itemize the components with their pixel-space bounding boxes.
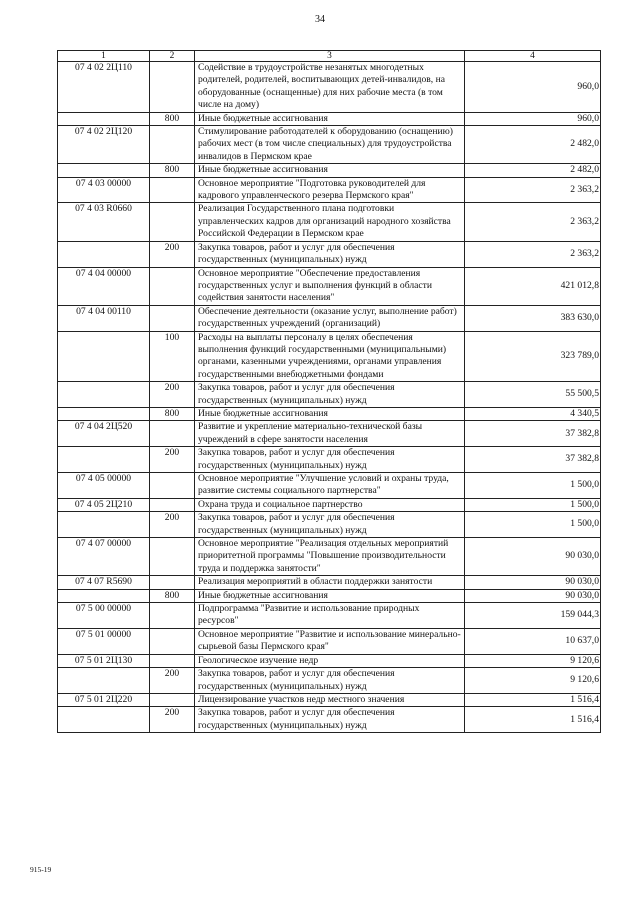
cell-code: 07 5 00 00000: [58, 603, 150, 629]
cell-expense-type: [150, 421, 195, 447]
table-row: [58, 331, 601, 382]
table-row: [58, 407, 601, 420]
cell-amount: 323 789,0: [465, 331, 601, 382]
cell-description: Иные бюджетные ассигнования: [195, 164, 465, 177]
table-row: [58, 589, 601, 602]
table-row: [58, 473, 601, 499]
table-row: [58, 62, 601, 113]
table-row: [58, 707, 601, 733]
cell-code: 07 5 01 2Ц130: [58, 654, 150, 667]
cell-code: [58, 112, 150, 125]
cell-description: Основное мероприятие "Обеспечение предоставления государственных услуг и выполнения функций в области содействия занятости населения": [195, 267, 465, 305]
cell-expense-type: 200: [150, 668, 195, 694]
cell-amount: 2 363,2: [465, 203, 601, 241]
cell-description: Расходы на выплаты персоналу в целях обеспечения выполнения функций государственными (муниципальными) органами, казенными учреждениями, органами управления государственными внебюджетными фондами: [195, 331, 465, 382]
cell-code: 07 5 01 00000: [58, 628, 150, 654]
cell-expense-type: 800: [150, 164, 195, 177]
cell-amount: 1 500,0: [465, 498, 601, 511]
cell-description: Иные бюджетные ассигнования: [195, 407, 465, 420]
cell-expense-type: 200: [150, 447, 195, 473]
budget-table: [57, 50, 601, 733]
cell-description: Закупка товаров, работ и услуг для обеспечения государственных (муниципальных) нужд: [195, 447, 465, 473]
header-col-3: 3: [195, 51, 465, 62]
cell-description: Обеспечение деятельности (оказание услуг, выполнение работ) государственных учреждений (организаций): [195, 305, 465, 331]
cell-description: Подпрограмма "Развитие и использование природных ресурсов": [195, 603, 465, 629]
table-row: [58, 693, 601, 706]
table-row: [58, 447, 601, 473]
cell-code: [58, 707, 150, 733]
cell-expense-type: 200: [150, 382, 195, 408]
table-row: [58, 164, 601, 177]
cell-amount: 960,0: [465, 62, 601, 113]
cell-description: Иные бюджетные ассигнования: [195, 589, 465, 602]
cell-expense-type: [150, 177, 195, 203]
table-header-row: [58, 51, 601, 62]
cell-code: [58, 589, 150, 602]
table-row: [58, 421, 601, 447]
page-number: 34: [315, 14, 325, 25]
cell-code: 07 4 07 00000: [58, 538, 150, 576]
cell-amount: 1 500,0: [465, 473, 601, 499]
cell-code: [58, 668, 150, 694]
cell-description: Основное мероприятие "Улучшение условий и охраны труда, развитие системы социального партнерства": [195, 473, 465, 499]
cell-amount: 37 382,8: [465, 421, 601, 447]
cell-code: [58, 382, 150, 408]
cell-amount: 2 482,0: [465, 126, 601, 164]
cell-expense-type: [150, 693, 195, 706]
cell-description: Развитие и укрепление материально-технической базы учреждений в сфере занятости населения: [195, 421, 465, 447]
cell-code: 07 4 04 00000: [58, 267, 150, 305]
cell-description: Иные бюджетные ассигнования: [195, 112, 465, 125]
cell-amount: 9 120,6: [465, 654, 601, 667]
cell-code: 07 5 01 2Ц220: [58, 693, 150, 706]
cell-code: 07 4 04 00110: [58, 305, 150, 331]
table-row: [58, 305, 601, 331]
cell-expense-type: [150, 576, 195, 589]
cell-code: [58, 241, 150, 267]
header-col-4: 4: [465, 51, 601, 62]
cell-amount: 55 500,5: [465, 382, 601, 408]
cell-description: Охрана труда и социальное партнерство: [195, 498, 465, 511]
cell-expense-type: [150, 267, 195, 305]
cell-description: Геологическое изучение недр: [195, 654, 465, 667]
table-row: [58, 512, 601, 538]
cell-code: [58, 512, 150, 538]
cell-amount: 90 030,0: [465, 589, 601, 602]
cell-description: Закупка товаров, работ и услуг для обеспечения государственных (муниципальных) нужд: [195, 668, 465, 694]
cell-expense-type: 100: [150, 331, 195, 382]
cell-code: [58, 447, 150, 473]
table-row: [58, 382, 601, 408]
cell-amount: 159 044,3: [465, 603, 601, 629]
cell-amount: 2 363,2: [465, 177, 601, 203]
table-row: [58, 654, 601, 667]
cell-description: Закупка товаров, работ и услуг для обеспечения государственных (муниципальных) нужд: [195, 382, 465, 408]
table-row: [58, 112, 601, 125]
cell-expense-type: 800: [150, 407, 195, 420]
cell-expense-type: 800: [150, 112, 195, 125]
cell-expense-type: [150, 203, 195, 241]
cell-description: Стимулирование работодателей к оборудованию (оснащению) рабочих мест (в том числе специальных) для трудоустройства инвалидов в Пермском крае: [195, 126, 465, 164]
cell-expense-type: [150, 498, 195, 511]
table-row: [58, 668, 601, 694]
cell-expense-type: [150, 126, 195, 164]
cell-amount: 1 516,4: [465, 707, 601, 733]
cell-expense-type: [150, 603, 195, 629]
cell-description: Закупка товаров, работ и услуг для обеспечения государственных (муниципальных) нужд: [195, 707, 465, 733]
header-col-2: 2: [150, 51, 195, 62]
cell-amount: 9 120,6: [465, 668, 601, 694]
cell-description: Основное мероприятие "Подготовка руководителей для кадрового управленческого резерва Пермского края": [195, 177, 465, 203]
table-row: [58, 203, 601, 241]
cell-expense-type: [150, 305, 195, 331]
cell-amount: 10 637,0: [465, 628, 601, 654]
table-row: [58, 603, 601, 629]
cell-code: [58, 331, 150, 382]
table-row: [58, 267, 601, 305]
cell-code: 07 4 05 00000: [58, 473, 150, 499]
cell-code: 07 4 03 00000: [58, 177, 150, 203]
cell-description: Основное мероприятие "Реализация отдельных мероприятий приоритетной программы "Повышение производительности труда и поддержка занятости": [195, 538, 465, 576]
cell-amount: 2 363,2: [465, 241, 601, 267]
cell-expense-type: 800: [150, 589, 195, 602]
cell-description: Лицензирование участков недр местного значения: [195, 693, 465, 706]
cell-description: Закупка товаров, работ и услуг для обеспечения государственных (муниципальных) нужд: [195, 241, 465, 267]
cell-amount: 4 340,5: [465, 407, 601, 420]
cell-code: [58, 407, 150, 420]
table-row: [58, 177, 601, 203]
cell-amount: 383 630,0: [465, 305, 601, 331]
cell-code: 07 4 07 R5690: [58, 576, 150, 589]
cell-expense-type: [150, 473, 195, 499]
header-col-1: 1: [58, 51, 150, 62]
cell-code: 07 4 02 2Ц110: [58, 62, 150, 113]
document-footer-code: 915-19: [30, 865, 52, 874]
cell-amount: 2 482,0: [465, 164, 601, 177]
cell-code: 07 4 03 R0660: [58, 203, 150, 241]
cell-expense-type: 200: [150, 512, 195, 538]
cell-amount: 421 012,8: [465, 267, 601, 305]
table-row: [58, 126, 601, 164]
cell-description: Реализация Государственного плана подготовки управленческих кадров для организаций народного хозяйства Российской Федерации в Пермском крае: [195, 203, 465, 241]
cell-description: Закупка товаров, работ и услуг для обеспечения государственных (муниципальных) нужд: [195, 512, 465, 538]
cell-expense-type: 200: [150, 707, 195, 733]
cell-code: 07 4 04 2Ц520: [58, 421, 150, 447]
cell-amount: 1 500,0: [465, 512, 601, 538]
cell-expense-type: 200: [150, 241, 195, 267]
table-row: [58, 538, 601, 576]
cell-description: Реализация мероприятий в области поддержки занятости: [195, 576, 465, 589]
table-row: [58, 498, 601, 511]
cell-amount: 90 030,0: [465, 576, 601, 589]
cell-amount: 37 382,8: [465, 447, 601, 473]
cell-code: 07 4 05 2Ц210: [58, 498, 150, 511]
cell-expense-type: [150, 538, 195, 576]
cell-amount: 1 516,4: [465, 693, 601, 706]
cell-expense-type: [150, 62, 195, 113]
table-row: [58, 628, 601, 654]
cell-description: Основное мероприятие "Развитие и использование минерально-сырьевой базы Пермского края": [195, 628, 465, 654]
table-row: [58, 241, 601, 267]
cell-description: Содействие в трудоустройстве незанятых многодетных родителей, родителей, воспитывающих детей-инвалидов, на оборудованные (оснащенные) для них рабочие места (в том числе на дому): [195, 62, 465, 113]
cell-expense-type: [150, 628, 195, 654]
cell-expense-type: [150, 654, 195, 667]
cell-code: 07 4 02 2Ц120: [58, 126, 150, 164]
cell-code: [58, 164, 150, 177]
cell-amount: 960,0: [465, 112, 601, 125]
table-row: [58, 576, 601, 589]
cell-amount: 90 030,0: [465, 538, 601, 576]
